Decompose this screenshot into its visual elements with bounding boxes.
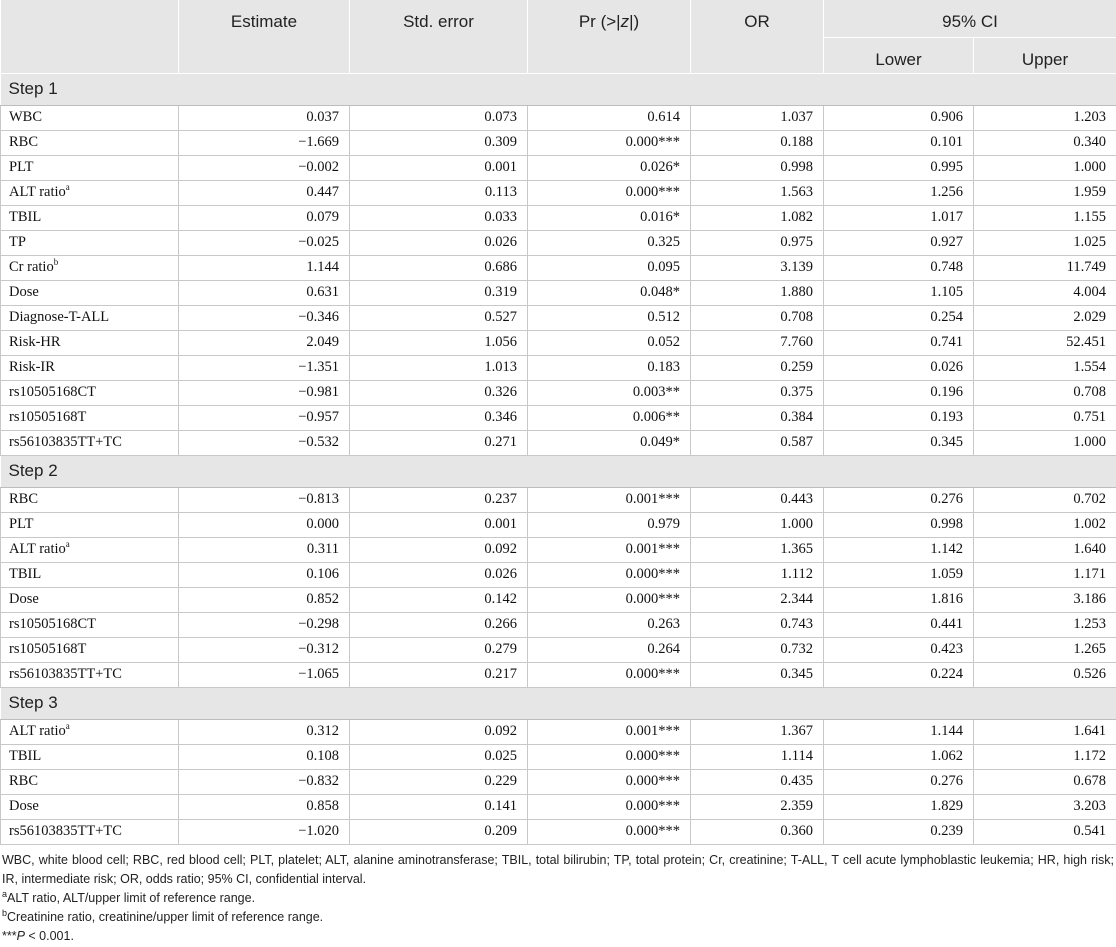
cell-estimate: −0.957 xyxy=(179,405,350,430)
cell-odds-ratio: 0.708 xyxy=(691,305,824,330)
cell-std-error: 0.279 xyxy=(350,637,528,662)
table-row xyxy=(1,662,1116,687)
cell-p-value: 0.016* xyxy=(528,205,691,230)
table-row xyxy=(1,537,1116,562)
cell-ci-lower: 1.144 xyxy=(824,719,974,744)
variable-name: ALT ratio xyxy=(9,184,66,200)
cell-estimate: 0.000 xyxy=(179,512,350,537)
variable-name: rs56103835TT+TC xyxy=(9,666,122,682)
cell-ci-lower: 0.995 xyxy=(824,155,974,180)
variable-name: ALT ratio xyxy=(9,541,66,557)
cell-ci-upper: 1.172 xyxy=(974,744,1116,769)
cell-ci-upper: 2.029 xyxy=(974,305,1116,330)
table-row xyxy=(1,205,1116,230)
variable-name: rs56103835TT+TC xyxy=(9,823,122,839)
cell-odds-ratio: 0.435 xyxy=(691,769,824,794)
footnote-b-mark: b xyxy=(2,907,8,918)
cell-ci-lower: 0.101 xyxy=(824,130,974,155)
cell-odds-ratio: 2.344 xyxy=(691,587,824,612)
cell-estimate: −0.002 xyxy=(179,155,350,180)
cell-ci-lower: 1.059 xyxy=(824,562,974,587)
variable-footnote-mark: b xyxy=(53,257,59,268)
cell-odds-ratio: 0.259 xyxy=(691,355,824,380)
cell-std-error: 1.056 xyxy=(350,330,528,355)
variable-name: Dose xyxy=(9,591,39,607)
table-row xyxy=(1,155,1116,180)
cell-odds-ratio: 1.112 xyxy=(691,562,824,587)
cell-ci-upper: 1.171 xyxy=(974,562,1116,587)
cell-odds-ratio: 0.360 xyxy=(691,819,824,844)
cell-estimate: 0.108 xyxy=(179,744,350,769)
header-ci-lower: Lower xyxy=(824,37,974,73)
cell-ci-lower: 1.062 xyxy=(824,744,974,769)
cell-ci-lower: 1.829 xyxy=(824,794,974,819)
cell-estimate: 2.049 xyxy=(179,330,350,355)
table-row xyxy=(1,587,1116,612)
variable-name: PLT xyxy=(9,516,34,532)
cell-std-error: 0.142 xyxy=(350,587,528,612)
footnote-b-text: Creatinine ratio, creatinine/upper limit of reference range. xyxy=(7,909,324,924)
variable-name: TBIL xyxy=(9,209,42,225)
step-header-row xyxy=(1,73,1116,105)
cell-estimate: −0.312 xyxy=(179,637,350,662)
cell-variable xyxy=(1,662,179,687)
variable-name: Dose xyxy=(9,798,39,814)
cell-odds-ratio: 0.188 xyxy=(691,130,824,155)
cell-ci-lower: 0.906 xyxy=(824,105,974,130)
cell-odds-ratio: 0.998 xyxy=(691,155,824,180)
cell-std-error: 0.271 xyxy=(350,430,528,455)
variable-name: rs10505168T xyxy=(9,641,87,657)
cell-estimate: −1.669 xyxy=(179,130,350,155)
cell-ci-upper: 1.640 xyxy=(974,537,1116,562)
cell-variable xyxy=(1,405,179,430)
cell-p-value: 0.049* xyxy=(528,430,691,455)
cell-ci-upper: 0.702 xyxy=(974,487,1116,512)
cell-p-value: 0.003** xyxy=(528,380,691,405)
cell-variable xyxy=(1,230,179,255)
cell-std-error: 0.001 xyxy=(350,512,528,537)
cell-variable xyxy=(1,537,179,562)
cell-p-value: 0.052 xyxy=(528,330,691,355)
table-row xyxy=(1,794,1116,819)
cell-p-value: 0.000*** xyxy=(528,662,691,687)
cell-ci-upper: 1.641 xyxy=(974,719,1116,744)
cell-std-error: 0.033 xyxy=(350,205,528,230)
cell-variable xyxy=(1,430,179,455)
step-label: Step 3 xyxy=(1,687,1116,719)
table-row xyxy=(1,180,1116,205)
cell-p-value: 0.000*** xyxy=(528,587,691,612)
header-odds-ratio: OR xyxy=(691,0,824,73)
cell-p-value: 0.000*** xyxy=(528,819,691,844)
cell-estimate: 0.311 xyxy=(179,537,350,562)
table-row xyxy=(1,819,1116,844)
header-ci-upper: Upper xyxy=(974,37,1116,73)
table-row xyxy=(1,719,1116,744)
cell-p-value: 0.183 xyxy=(528,355,691,380)
cell-std-error: 0.026 xyxy=(350,230,528,255)
variable-name: Risk-IR xyxy=(9,359,55,375)
cell-odds-ratio: 0.975 xyxy=(691,230,824,255)
cell-ci-upper: 1.265 xyxy=(974,637,1116,662)
cell-odds-ratio: 7.760 xyxy=(691,330,824,355)
variable-name: Dose xyxy=(9,284,39,300)
footnote-abbreviations: WBC, white blood cell; RBC, red blood cell; PLT, platelet; ALT, alanine aminotransferase; TBIL, total bilirubin; TP, total protein; Cr, creatinine; T-ALL, T cell acute lymphoblastic leukemia; HR, high risk; IR, intermediate risk; OR, odds ratio; 95% CI, confidential interval. xyxy=(2,852,1114,886)
cell-odds-ratio: 2.359 xyxy=(691,794,824,819)
cell-p-value: 0.325 xyxy=(528,230,691,255)
cell-ci-upper: 0.340 xyxy=(974,130,1116,155)
footnote-sig-rest: < 0.001. xyxy=(24,928,74,943)
cell-odds-ratio: 1.000 xyxy=(691,512,824,537)
cell-ci-upper: 3.186 xyxy=(974,587,1116,612)
cell-odds-ratio: 0.743 xyxy=(691,612,824,637)
cell-ci-lower: 0.441 xyxy=(824,612,974,637)
cell-variable xyxy=(1,769,179,794)
cell-odds-ratio: 0.732 xyxy=(691,637,824,662)
cell-ci-lower: 0.276 xyxy=(824,487,974,512)
table-row xyxy=(1,305,1116,330)
variable-footnote-mark: a xyxy=(65,721,70,732)
table-row xyxy=(1,330,1116,355)
variable-name: TBIL xyxy=(9,748,42,764)
cell-odds-ratio: 1.082 xyxy=(691,205,824,230)
table-row xyxy=(1,487,1116,512)
cell-estimate: −0.981 xyxy=(179,380,350,405)
cell-odds-ratio: 0.345 xyxy=(691,662,824,687)
cell-ci-upper: 1.959 xyxy=(974,180,1116,205)
cell-ci-lower: 1.017 xyxy=(824,205,974,230)
table-row xyxy=(1,769,1116,794)
cell-estimate: 0.106 xyxy=(179,562,350,587)
cell-ci-upper: 3.203 xyxy=(974,794,1116,819)
cell-estimate: −1.065 xyxy=(179,662,350,687)
cell-ci-lower: 0.193 xyxy=(824,405,974,430)
cell-ci-lower: 0.748 xyxy=(824,255,974,280)
cell-ci-upper: 52.451 xyxy=(974,330,1116,355)
header-p-value: Pr (>|z|) xyxy=(528,0,691,73)
variable-name: RBC xyxy=(9,491,39,507)
cell-ci-lower: 0.998 xyxy=(824,512,974,537)
cell-estimate: −1.020 xyxy=(179,819,350,844)
cell-ci-lower: 1.256 xyxy=(824,180,974,205)
cell-variable xyxy=(1,180,179,205)
footnote-a xyxy=(2,889,1114,908)
cell-ci-lower: 0.196 xyxy=(824,380,974,405)
cell-estimate: −0.346 xyxy=(179,305,350,330)
cell-p-value: 0.512 xyxy=(528,305,691,330)
cell-variable xyxy=(1,205,179,230)
table-row xyxy=(1,355,1116,380)
table-row xyxy=(1,230,1116,255)
footnote-sig-p: P xyxy=(16,928,25,943)
cell-ci-upper: 0.526 xyxy=(974,662,1116,687)
cell-ci-upper: 1.203 xyxy=(974,105,1116,130)
cell-std-error: 0.237 xyxy=(350,487,528,512)
cell-ci-lower: 0.276 xyxy=(824,769,974,794)
cell-odds-ratio: 1.367 xyxy=(691,719,824,744)
cell-std-error: 0.266 xyxy=(350,612,528,637)
cell-ci-upper: 0.708 xyxy=(974,380,1116,405)
cell-variable xyxy=(1,719,179,744)
cell-p-value: 0.000*** xyxy=(528,130,691,155)
cell-ci-upper: 1.000 xyxy=(974,430,1116,455)
cell-variable xyxy=(1,794,179,819)
cell-std-error: 0.092 xyxy=(350,537,528,562)
cell-std-error: 0.025 xyxy=(350,744,528,769)
cell-variable xyxy=(1,487,179,512)
cell-variable xyxy=(1,512,179,537)
cell-estimate: 1.144 xyxy=(179,255,350,280)
variable-name: rs10505168T xyxy=(9,409,87,425)
cell-p-value: 0.001*** xyxy=(528,537,691,562)
cell-variable xyxy=(1,255,179,280)
cell-ci-upper: 1.554 xyxy=(974,355,1116,380)
cell-std-error: 0.026 xyxy=(350,562,528,587)
cell-ci-upper: 4.004 xyxy=(974,280,1116,305)
cell-ci-lower: 0.423 xyxy=(824,637,974,662)
cell-ci-lower: 1.142 xyxy=(824,537,974,562)
cell-p-value: 0.006** xyxy=(528,405,691,430)
variable-name: Risk-HR xyxy=(9,334,61,350)
footnote-a-mark: a xyxy=(2,888,8,899)
cell-std-error: 0.113 xyxy=(350,180,528,205)
cell-estimate: −0.832 xyxy=(179,769,350,794)
variable-name: rs56103835TT+TC xyxy=(9,434,122,450)
cell-ci-upper: 0.751 xyxy=(974,405,1116,430)
cell-variable xyxy=(1,562,179,587)
table-row xyxy=(1,562,1116,587)
variable-name: Diagnose-T-ALL xyxy=(9,309,110,325)
cell-variable xyxy=(1,380,179,405)
cell-variable xyxy=(1,330,179,355)
cell-p-value: 0.048* xyxy=(528,280,691,305)
cell-variable xyxy=(1,637,179,662)
table-row xyxy=(1,612,1116,637)
cell-ci-lower: 0.254 xyxy=(824,305,974,330)
variable-footnote-mark: a xyxy=(65,182,70,193)
cell-variable xyxy=(1,155,179,180)
footnote-significance xyxy=(2,927,1114,946)
variable-name: ALT ratio xyxy=(9,723,66,739)
cell-p-value: 0.264 xyxy=(528,637,691,662)
table-row xyxy=(1,637,1116,662)
table-row xyxy=(1,380,1116,405)
cell-std-error: 0.209 xyxy=(350,819,528,844)
cell-odds-ratio: 1.365 xyxy=(691,537,824,562)
cell-odds-ratio: 3.139 xyxy=(691,255,824,280)
cell-odds-ratio: 1.037 xyxy=(691,105,824,130)
cell-p-value: 0.000*** xyxy=(528,180,691,205)
cell-variable xyxy=(1,305,179,330)
cell-odds-ratio: 0.384 xyxy=(691,405,824,430)
variable-footnote-mark: a xyxy=(65,539,70,550)
cell-p-value: 0.979 xyxy=(528,512,691,537)
cell-variable xyxy=(1,819,179,844)
cell-estimate: 0.312 xyxy=(179,719,350,744)
step-label: Step 2 xyxy=(1,455,1116,487)
cell-p-value: 0.001*** xyxy=(528,487,691,512)
variable-name: TBIL xyxy=(9,566,42,582)
cell-ci-upper: 1.000 xyxy=(974,155,1116,180)
table-row xyxy=(1,130,1116,155)
cell-p-value: 0.026* xyxy=(528,155,691,180)
cell-p-value: 0.000*** xyxy=(528,744,691,769)
cell-odds-ratio: 0.443 xyxy=(691,487,824,512)
variable-name: WBC xyxy=(9,109,43,125)
cell-std-error: 0.686 xyxy=(350,255,528,280)
header-std-error: Std. error xyxy=(350,0,528,73)
variable-name: rs10505168CT xyxy=(9,384,96,400)
cell-p-value: 0.263 xyxy=(528,612,691,637)
cell-std-error: 0.092 xyxy=(350,719,528,744)
table-header xyxy=(1,0,1116,73)
cell-std-error: 0.001 xyxy=(350,155,528,180)
variable-name: rs10505168CT xyxy=(9,616,96,632)
table-footnotes xyxy=(0,845,1116,946)
cell-ci-lower: 0.239 xyxy=(824,819,974,844)
cell-p-value: 0.000*** xyxy=(528,794,691,819)
header-estimate: Estimate xyxy=(179,0,350,73)
cell-ci-lower: 0.224 xyxy=(824,662,974,687)
table-row xyxy=(1,405,1116,430)
cell-ci-lower: 1.816 xyxy=(824,587,974,612)
header-confidence-interval: 95% CI xyxy=(824,0,1116,37)
cell-std-error: 0.229 xyxy=(350,769,528,794)
cell-variable xyxy=(1,587,179,612)
cell-estimate: −0.298 xyxy=(179,612,350,637)
cell-variable xyxy=(1,612,179,637)
cell-estimate: 0.852 xyxy=(179,587,350,612)
cell-estimate: 0.858 xyxy=(179,794,350,819)
variable-name: RBC xyxy=(9,773,39,789)
cell-ci-upper: 1.155 xyxy=(974,205,1116,230)
footnote-a-text: ALT ratio, ALT/upper limit of reference range. xyxy=(7,890,256,905)
table-row xyxy=(1,744,1116,769)
cell-variable xyxy=(1,130,179,155)
cell-std-error: 0.309 xyxy=(350,130,528,155)
header-variable xyxy=(1,0,179,73)
cell-estimate: −0.025 xyxy=(179,230,350,255)
cell-estimate: 0.447 xyxy=(179,180,350,205)
cell-ci-lower: 0.741 xyxy=(824,330,974,355)
cell-ci-lower: 0.026 xyxy=(824,355,974,380)
cell-std-error: 0.141 xyxy=(350,794,528,819)
cell-p-value: 0.614 xyxy=(528,105,691,130)
cell-p-value: 0.001*** xyxy=(528,719,691,744)
table-row xyxy=(1,255,1116,280)
cell-std-error: 0.073 xyxy=(350,105,528,130)
cell-estimate: 0.079 xyxy=(179,205,350,230)
cell-std-error: 0.217 xyxy=(350,662,528,687)
table-row xyxy=(1,280,1116,305)
variable-name: Cr ratio xyxy=(9,259,54,275)
cell-odds-ratio: 0.587 xyxy=(691,430,824,455)
cell-ci-lower: 1.105 xyxy=(824,280,974,305)
cell-odds-ratio: 0.375 xyxy=(691,380,824,405)
cell-estimate: 0.037 xyxy=(179,105,350,130)
table-body xyxy=(1,73,1116,844)
variable-name: RBC xyxy=(9,134,39,150)
cell-ci-lower: 0.927 xyxy=(824,230,974,255)
footnote-b xyxy=(2,908,1114,927)
cell-ci-upper: 11.749 xyxy=(974,255,1116,280)
variable-name: PLT xyxy=(9,159,34,175)
cell-ci-upper: 0.541 xyxy=(974,819,1116,844)
cell-variable xyxy=(1,744,179,769)
cell-variable xyxy=(1,355,179,380)
cell-estimate: 0.631 xyxy=(179,280,350,305)
cell-p-value: 0.095 xyxy=(528,255,691,280)
table-row xyxy=(1,430,1116,455)
step-header-row xyxy=(1,687,1116,719)
cell-ci-upper: 0.678 xyxy=(974,769,1116,794)
cell-std-error: 1.013 xyxy=(350,355,528,380)
cell-std-error: 0.346 xyxy=(350,405,528,430)
footnote-sig-stars: *** xyxy=(2,928,17,943)
cell-std-error: 0.527 xyxy=(350,305,528,330)
cell-ci-upper: 1.025 xyxy=(974,230,1116,255)
cell-std-error: 0.319 xyxy=(350,280,528,305)
cell-estimate: −0.813 xyxy=(179,487,350,512)
table-row xyxy=(1,512,1116,537)
cell-ci-upper: 1.002 xyxy=(974,512,1116,537)
cell-estimate: −1.351 xyxy=(179,355,350,380)
cell-p-value: 0.000*** xyxy=(528,562,691,587)
cell-std-error: 0.326 xyxy=(350,380,528,405)
cell-odds-ratio: 1.880 xyxy=(691,280,824,305)
cell-odds-ratio: 1.563 xyxy=(691,180,824,205)
cell-p-value: 0.000*** xyxy=(528,769,691,794)
variable-name: TP xyxy=(9,234,26,250)
cell-ci-lower: 0.345 xyxy=(824,430,974,455)
cell-variable xyxy=(1,280,179,305)
cell-odds-ratio: 1.114 xyxy=(691,744,824,769)
cell-estimate: −0.532 xyxy=(179,430,350,455)
cell-variable xyxy=(1,105,179,130)
step-label: Step 1 xyxy=(1,73,1116,105)
table-row xyxy=(1,105,1116,130)
cell-ci-upper: 1.253 xyxy=(974,612,1116,637)
step-header-row xyxy=(1,455,1116,487)
